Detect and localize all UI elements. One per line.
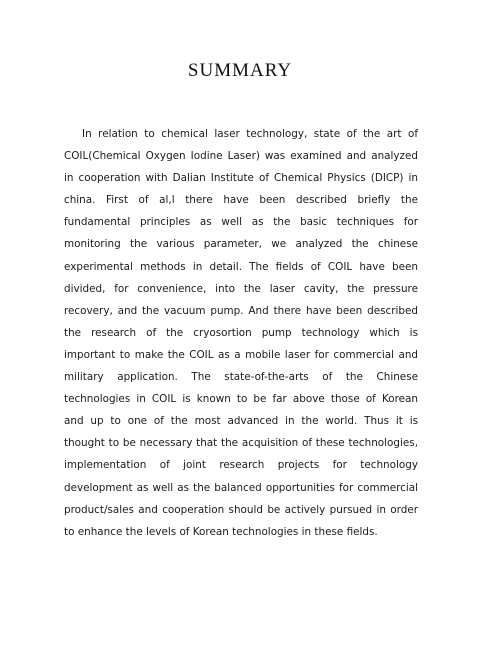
paragraph-line: to enhance the levels of Korean technologies in these fields. <box>64 525 378 538</box>
paragraph-line: COIL(Chemical Oxygen Iodine Laser) was examined and analyzed <box>64 150 418 163</box>
paragraph-line: divided, for convenience, into the laser cavity, the pressure <box>64 282 418 295</box>
paragraph-line: china. First of al,l there have been described briefly the <box>64 194 418 207</box>
paragraph-line: product/sales and cooperation should be actively pursued in order <box>64 503 418 516</box>
paragraph-line: and up to one of the most advanced in the world. Thus it is <box>64 415 418 428</box>
paragraph-line: recovery, and the vacuum pump. And there have been described <box>64 304 418 317</box>
paragraph-line: thought to be necessary that the acquisition of these technologies, <box>64 437 418 450</box>
paragraph-line: experimental methods in detail. The fields of COIL have been <box>64 260 418 273</box>
paragraph-line: implementation of joint research projects for technology <box>64 459 418 472</box>
paragraph-line: important to make the COIL as a mobile laser for commercial and <box>64 348 418 361</box>
page-title: SUMMARY <box>187 60 293 81</box>
paragraph-line: in cooperation with Dalian Institute of Chemical Physics (DICP) in <box>64 172 418 185</box>
paragraph-line: the research of the cryosortion pump technology which is <box>64 326 418 339</box>
paragraph-line: monitoring the various parameter, we analyzed the chinese <box>64 238 418 251</box>
paragraph-line: military application. The state-of-the-arts of the Chinese <box>64 371 418 384</box>
summary-paragraph <box>64 123 418 543</box>
paragraph-line: fundamental principles as well as the basic techniques for <box>64 216 418 229</box>
paragraph-line: technologies in COIL is known to be far above those of Korean <box>64 393 418 406</box>
paragraph-line: In relation to chemical laser technology, state of the art of <box>82 128 418 140</box>
paragraph-line: development as well as the balanced opportunities for commercial <box>64 481 418 494</box>
